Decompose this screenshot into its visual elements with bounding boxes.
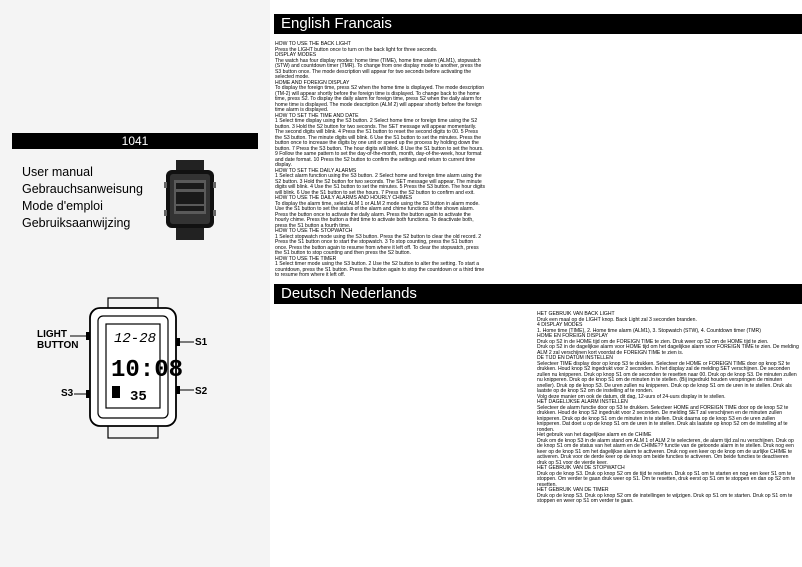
- nl-line: Het gebruik van het dagelijkse alarm en de CHIME: [537, 432, 652, 438]
- nl-line: Druk op S2 in de HOME tijd om de FOREIGN TIME te zien. Druk weer op S2 om de HOME tijd te zien.: [537, 338, 769, 345]
- manual-title-german: Gebrauchsanweisung: [22, 182, 143, 196]
- nl-line: HET DAGELIJKSE ALARM INSTELLEN: [537, 399, 628, 405]
- display-date: 12-28: [114, 331, 157, 347]
- dutch-german-banner: Deutsch Nederlands: [274, 284, 802, 304]
- model-number-banner: 1041: [12, 133, 258, 149]
- en-line: DISPLAY MODES: [275, 52, 317, 58]
- en-line: HOW TO SET THE DAILY ALARMS: [275, 167, 357, 174]
- en-line: HOW TO SET THE TIME AND DATE: [275, 112, 359, 119]
- watch-front-diagram: [70, 298, 195, 438]
- en-line: To display the foreign time, press S2 when the home time is displayed. The mode description (TM-2) will appear shortly before the foreign time is displayed. To change back to the home time, press S2. To display the daily alarm for foreign time, press S2 when the daily alarm for home time is displayed. The mode description (ALM 2) will appear shortly before the foreign time alarm is displayed.: [275, 85, 485, 113]
- light-label-line1: LIGHT: [37, 329, 67, 340]
- nl-line: HET GEBRUIK VAN DE TIMER: [537, 487, 609, 493]
- nl-line: DE TIJD EN DATUM INSTELLEN: [537, 355, 613, 361]
- en-line: HOW TO USE THE STOPWATCH: [275, 228, 353, 234]
- nl-line: Druk op de knop S3. Druk op knop S2 om de instellingen te wijzigen. Druk op S1 om te starten. Druk op S1 om te stoppen en weer op S1 om verder te gaan.: [537, 492, 793, 504]
- en-line: 1 Select timer mode using the S3 button. 2 Use the S2 button to alter the setting. To start a countdown, press the S1 button. Press the button again to stop the countdown or a third time to resume from where it left off.: [275, 261, 485, 278]
- left-panel-background: [0, 0, 270, 567]
- nl-line: Druk op S2 in de dagelijkse alarm voor HOME tijd om het dagelijkse alarm voor FOREIGN TIME te zien. De melding ALM 2 zal verschijnen kort voordat de FOREIGN TIME te zien is.: [537, 344, 799, 356]
- en-line: The watch has four display modes: home time (TIME), home time alarm (ALM1), stopwatch (STW) and countdown timer (TMR). To change from one display mode to another, press the S3 button once. The mode description will appear for two seconds before activating the selected mode.: [275, 57, 482, 80]
- manual-title-english: User manual: [22, 165, 93, 179]
- display-seconds: 35: [130, 389, 147, 405]
- light-label-line2: BUTTON: [37, 340, 79, 351]
- en-line: HOME AND FOREIGN DISPLAY: [275, 79, 350, 86]
- display-time: 10:08: [111, 357, 184, 384]
- en-line: To display the alarm time, select ALM 1 or ALM 2 mode using the S3 button in alarm mode. Use the S1 button to set the status of the alarm and chime functions of the shown alarm. Press the button once to activate the daily alarm. Press the button again to activate the hourly chime. Press the button a third time to activate both functions. To deactivate both, press the S1 button a fourth time.: [275, 200, 480, 229]
- nl-line: 4 DISPLAY MODES: [537, 322, 583, 328]
- en-line: HOW TO USE THE BACK LIGHT: [275, 41, 351, 47]
- dutch-instructions: [537, 312, 799, 552]
- nl-line: 1. Home time (TIME), 2. Home time alarm (ALM1), 3. Stopwatch (STW), 4. Countdown timer (TMR): [537, 327, 761, 334]
- nl-line: Druk op de knop S3. Druk op knop S2 om de tijd te resetten. Druk op S1 om te starten en nog een keer S1 om te stoppen. Om verder te gaan druk weer op S1. Om te resetten, druk eerst op S1 om te stoppen en dan op S2 om te resetten.: [537, 470, 796, 488]
- s3-label: S3: [61, 388, 74, 399]
- nl-line: Druk om de knop S3 in de alarm stand om ALM 1 of ALM 2 te selecteren, de alarm tijd zal nu verschijnen. Druk op de knop S1 om de status van het alarm en de CHIME?? functie van de getoonde alarm in te stellen. Druk nog een keer op de knop S1 om het dagelijkse alarm te activeren. Druk nog een keer op de knop om de uurlijke CHIME te activeren. Druk voor de derde keer op de knop om beide functies te activeren. Om beide functies te deactiveren druk op S1 voor de vierde keer.: [537, 437, 794, 466]
- nl-line: Druk een maal op de LIGHT knop. Back Light zal 3 seconden branden.: [537, 316, 697, 323]
- english-french-banner: English Francais: [274, 14, 802, 34]
- english-instructions: [275, 41, 485, 278]
- manual-title-dutch: Gebruiksaanwijzing: [22, 216, 131, 230]
- nl-line: Selecteer de alarm functie door op S3 te drukken. Selecteer HOME and FOREIGN TIME door op de knop S2 te drukken. Houd de knop S2 ingedrukt voor 2 seconden. De melding SET zal verschijnen en de minuten zullen knipperen. Druk op de knop S1 om de minuten in te stellen. Druk daarna op de knop S3 en de uren zullen knipperen. Dat doet u op de knop S1 om de uren in te stellen. Druk als laatste op knop S2 om de instelling af te ronden.: [537, 404, 789, 433]
- en-line: HOW TO USE THE TIMER: [275, 255, 337, 262]
- watch-photo: [140, 160, 240, 240]
- s1-label: S1: [195, 337, 208, 348]
- en-line: 1 Select time display using the S3 button. 2 Select home time or foreign time using the S2 button. 3 Hold the S2 button for two seconds. The SET message will appear momentarily. The second digits will blink. 4 Press the S1 button to reset the second digits to 00. 5 Press the S3 button. The minute digits will blink. 6 Use the S1 button to set the minutes. Press the button once to increase the digits by one unit or speed up the process by holding down the button. 7 Press the S3 button. The hour digits will blink. 8 Use the S1 button to set the hours. 9 Follow the same pattern to set the day-of-the-month, month, day-of-the-week, hour format and date format. 10 Press the S2 button to confirm the settings and return to current time display.: [275, 118, 484, 168]
- en-line: Press the LIGHT button once to turn on the back light for three seconds.: [275, 46, 438, 53]
- manual-title-list: [22, 164, 143, 232]
- s2-label: S2: [195, 386, 208, 397]
- nl-line: HOME EN FOREIGN DISPLAY: [537, 333, 608, 339]
- en-line: HOW TO USE THE DAILY ALARMS AND HOURLY CHIMES: [275, 195, 413, 201]
- manual-title-french: Mode d'emploi: [22, 199, 103, 213]
- nl-line: HET GEBRUIK VAN DE STOPWATCH: [537, 465, 625, 471]
- nl-line: Selecteer TIME display door op knop S3 te drukken. Selecteer de HOME or FOREIGN TIME door op knop S2 te drukken. Houd knop S2 ingedrukt voor 2 seconden. In het display zal de melding SET verschijnen. De seconden zullen nu knipperen. Druk op knop S1 om de seconden te resetten naar 00. Druk op de knop S3. De minuten zullen nu knipperen. Druk op de knop S1 om de minuten in te stellen. (Bij ingedrukt houden verspringen de minuten sneller). Druk op de knop S3. De uren zullen nu knipperen. Druk op de knop S1 om de uren in te stellen. Druk als laatste op de knop S2 om de instelling af te ronden.: [537, 360, 797, 394]
- nl-line: HET GEBRUIK VAN BACK LIGHT: [537, 311, 615, 317]
- nl-line: Volg deze manier om ook de datum, dit dag, 12-uurs of 24-uurs display in te stellen.: [537, 393, 726, 400]
- en-line: 1 Select alarm function using the S3 button. 2 Select home and foreign time alarm using the S2 button. 3 Hold the S2 button for two seconds. The SET message will appear. The minute digits will blink. 4 Use the S1 button to set the minutes. 5 Press the S3 button. The hour digits will blink. 6 Use the S1 button to set the hours. 7 Press the S2 button to confirm and exit.: [275, 173, 485, 196]
- en-line: 1 Select stopwatch mode using the S3 button. Press the S2 button to clear the old record. 2 Press the S1 button once to start the stopwatch. 3 To stop counting, press the S1 button once. Press the button again to resume from where it left off. To clear the stopwatch, press the S1 button to stop counting and then press the S2 button.: [275, 233, 482, 256]
